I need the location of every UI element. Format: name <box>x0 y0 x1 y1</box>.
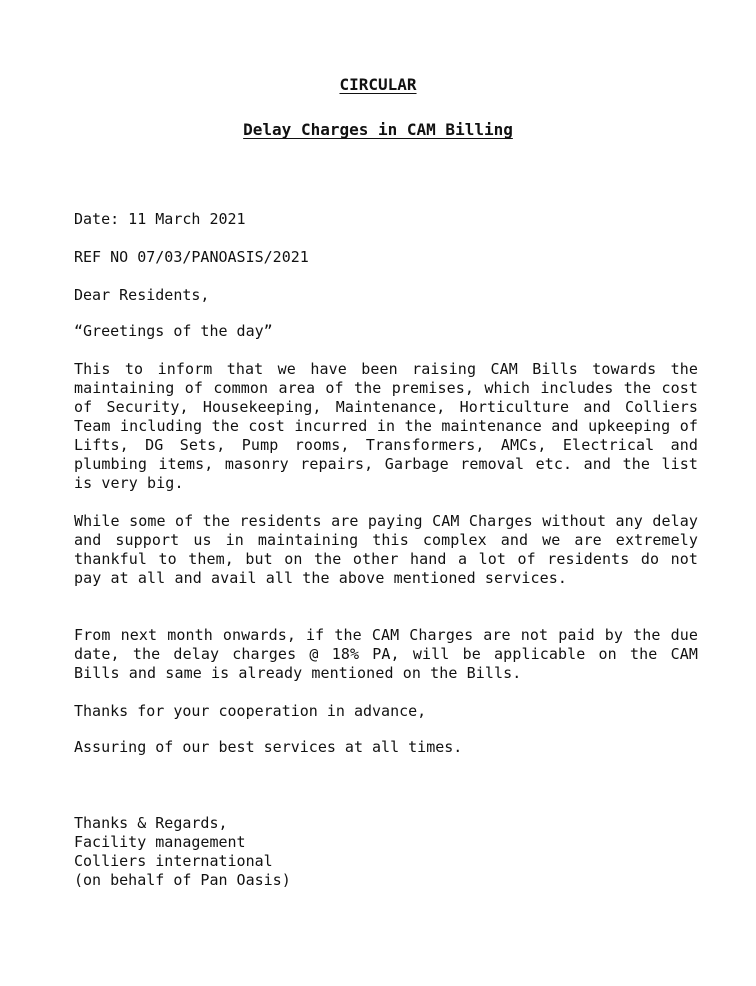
signature-department: Facility management <box>74 833 246 851</box>
signature-block <box>74 814 291 890</box>
circular-heading: CIRCULAR <box>339 75 417 94</box>
signature-on-behalf: (on behalf of Pan Oasis) <box>74 871 291 889</box>
reference-number: REF NO 07/03/PANOASIS/2021 <box>74 248 309 266</box>
thanks-line: Thanks for your cooperation in advance, <box>74 702 427 720</box>
paragraph-delay-charges: From next month onwards, if the CAM Charges are not paid by the due date, the delay charges @ 18% PA, will be applicable on the CAM Bills and same is already mentioned on the Bills. <box>74 626 698 682</box>
signature-company: Colliers international <box>74 852 273 870</box>
salutation: Dear Residents, <box>74 286 210 304</box>
signature-closing: Thanks & Regards, <box>74 814 228 832</box>
greeting: “Greetings of the day” <box>74 322 273 340</box>
paragraph-cam-bills: This to inform that we have been raising CAM Bills towards the maintaining of common area of the premises, which includes the cost of Security, Housekeeping, Maintenance, Horticulture and Colliers Team including the cost incurred in the maintenance and upkeeping of Lifts, DG Sets, Pump rooms, Transformers, AMCs, Electrical and plumbing items, masonry repairs, Garbage removal etc. and the list is very big. <box>74 360 698 492</box>
assurance-line: Assuring of our best services at all times. <box>74 738 463 756</box>
paragraph-residents: While some of the residents are paying CAM Charges without any delay and support us in maintaining this complex and we are extremely thankful to them, but on the other hand a lot of residents do not pay at all and avail all the above mentioned services. <box>74 512 698 587</box>
circular-date: Date: 11 March 2021 <box>74 210 246 228</box>
circular-subject: Delay Charges in CAM Billing <box>243 120 513 139</box>
